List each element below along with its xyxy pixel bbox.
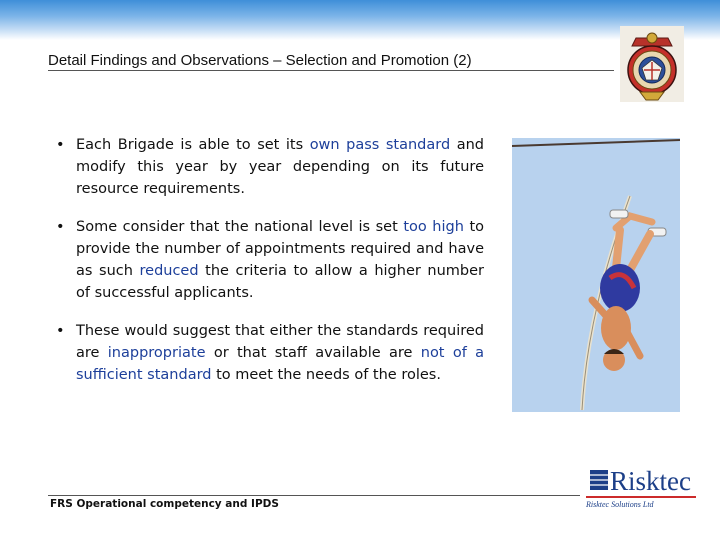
bullet-highlight: reduced [139,263,199,279]
bullet-text: to provide the number of appointments required and have as such [76,219,484,279]
footer-label: FRS Operational competency and IPDS [50,498,279,510]
bullet-item [56,134,484,200]
bullet-marker: • [56,219,65,235]
bullet-highlight: too high [403,219,464,235]
bullet-marker: • [56,137,65,153]
bullet-marker: • [56,323,65,339]
title-divider [48,70,614,71]
bullet-text: or that staff available are [205,345,421,361]
bullet-item [56,216,484,304]
fire-brigade-crest-icon [618,24,686,104]
bullet-item [56,320,484,386]
top-gradient-band [0,0,720,40]
bullet-text: Some consider that the national level is set [76,219,404,235]
bullet-highlight: inappropriate [107,345,206,361]
bullet-highlight: own pass standard [309,137,451,153]
logo-underline [586,496,696,498]
bullet-text: to meet the needs of the roles. [211,367,441,383]
bullet-text: These would suggest that either the standards required are [76,323,484,361]
footer-divider [48,495,580,496]
logo-subtitle: Risktec Solutions Ltd [586,500,654,509]
globe-icon [590,470,608,490]
bullet-text: and modify this year by year depending on its future resource requirements. [76,137,484,197]
risktec-logo [586,466,698,514]
bullet-list [56,134,484,402]
logo-name: Risktec [610,466,691,496]
bullet-text: Each Brigade is able to set its [76,137,310,153]
bullet-highlight: not of a sufficient standard [76,345,485,383]
pole-vaulter-photo [512,138,680,412]
slide-title: Detail Findings and Observations – Selection and Promotion (2) [48,52,472,69]
bullet-text: the criteria to allow a higher number of successful applicants. [76,263,484,301]
